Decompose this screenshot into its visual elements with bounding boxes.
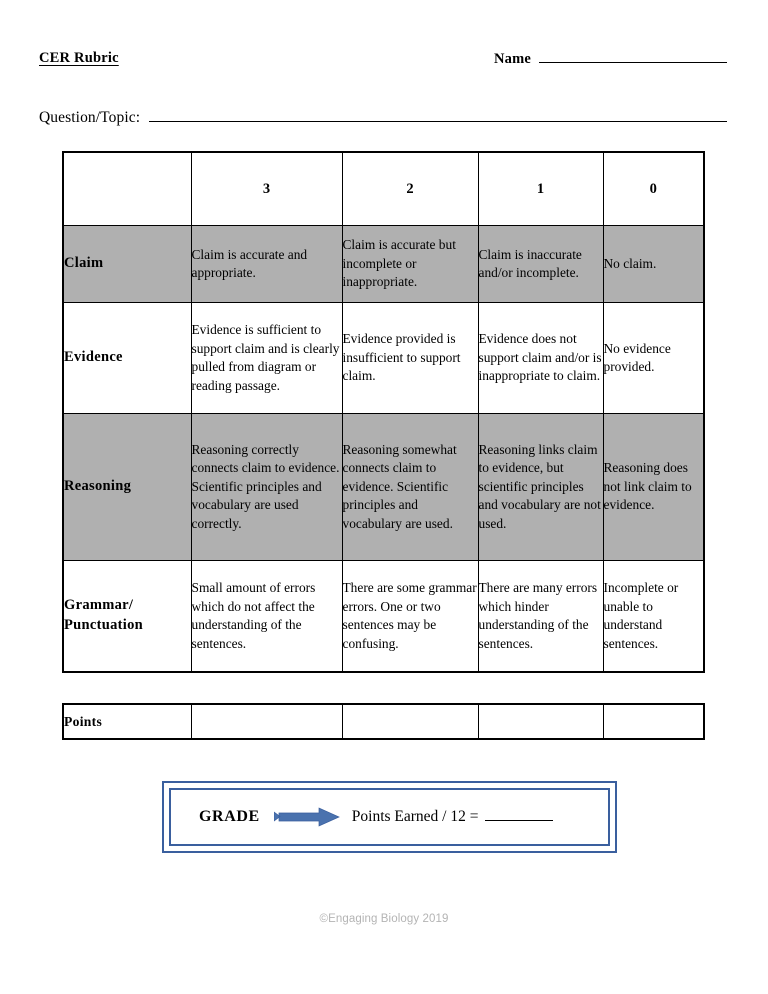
name-field-group bbox=[494, 50, 727, 68]
question-topic-input-blank[interactable] bbox=[149, 108, 727, 122]
grade-box bbox=[162, 781, 617, 853]
footer-copyright: ©Engaging Biology 2019 bbox=[319, 913, 449, 925]
header-cell-score-1: 1 bbox=[478, 152, 603, 226]
descriptor-grammar-1: There are many errors which hinder understanding of the sentences. bbox=[478, 561, 603, 673]
criterion-label-evidence: Evidence bbox=[63, 303, 191, 414]
descriptor-claim-2: Claim is accurate but incomplete or inappropriate. bbox=[342, 226, 478, 303]
descriptor-reasoning-1: Reasoning links claim to evidence, but scientific principles and vocabulary are not used. bbox=[478, 414, 603, 561]
table-row bbox=[63, 414, 704, 561]
page-title: CER Rubric bbox=[39, 50, 119, 66]
header-cell-criterion bbox=[63, 152, 191, 226]
name-label: Name bbox=[493, 51, 531, 67]
descriptor-grammar-3: Small amount of errors which do not affect the understanding of the sentences. bbox=[191, 561, 342, 673]
page-header bbox=[39, 50, 727, 74]
grade-formula-text: Points Earned / 12 = bbox=[351, 808, 479, 825]
descriptor-grammar-2: There are some grammar errors. One or two sentences may be confusing. bbox=[342, 561, 478, 673]
descriptor-evidence-2: Evidence provided is insufficient to support claim. bbox=[342, 303, 478, 414]
criterion-label-reasoning: Reasoning bbox=[63, 414, 191, 561]
header-cell-score-0: 0 bbox=[603, 152, 704, 226]
rubric-table bbox=[62, 151, 705, 673]
header-cell-score-3: 3 bbox=[191, 152, 342, 226]
descriptor-reasoning-2: Reasoning somewhat connects claim to evidence. Scientific principles and vocabulary are used. bbox=[342, 414, 478, 561]
criterion-label-grammar: Grammar/ Punctuation bbox=[63, 561, 191, 673]
points-input-3[interactable] bbox=[191, 704, 342, 739]
descriptor-reasoning-3: Reasoning correctly connects claim to evidence. Scientific principles and vocabulary are used correctly. bbox=[191, 414, 342, 561]
header-cell-score-2: 2 bbox=[342, 152, 478, 226]
descriptor-evidence-1: Evidence does not support claim and/or is inappropriate to claim. bbox=[478, 303, 603, 414]
descriptor-claim-0: No claim. bbox=[603, 226, 704, 303]
points-table bbox=[62, 703, 705, 740]
table-row bbox=[63, 226, 704, 303]
descriptor-claim-3: Claim is accurate and appropriate. bbox=[191, 226, 342, 303]
grade-formula bbox=[352, 808, 554, 826]
grade-input-blank[interactable] bbox=[485, 809, 553, 821]
descriptor-claim-1: Claim is inaccurate and/or incomplete. bbox=[478, 226, 603, 303]
right-arrow-icon bbox=[274, 806, 340, 828]
table-row bbox=[63, 561, 704, 673]
table-header-row bbox=[63, 152, 704, 226]
name-input-blank[interactable] bbox=[539, 50, 727, 63]
grade-box-inner bbox=[169, 788, 610, 846]
points-row bbox=[63, 704, 704, 739]
points-label: Points bbox=[63, 704, 191, 739]
grade-label: GRADE bbox=[199, 808, 260, 825]
descriptor-evidence-3: Evidence is sufficient to support claim and is clearly pulled from diagram or reading passage. bbox=[191, 303, 342, 414]
question-topic-label: Question/Topic: bbox=[39, 109, 141, 126]
points-input-0[interactable] bbox=[603, 704, 704, 739]
question-topic-group bbox=[39, 108, 727, 127]
descriptor-grammar-0: Incomplete or unable to understand sentences. bbox=[603, 561, 704, 673]
points-input-1[interactable] bbox=[478, 704, 603, 739]
descriptor-evidence-0: No evidence provided. bbox=[603, 303, 704, 414]
points-input-2[interactable] bbox=[342, 704, 478, 739]
criterion-label-claim: Claim bbox=[63, 226, 191, 303]
descriptor-reasoning-0: Reasoning does not link claim to evidence. bbox=[603, 414, 704, 561]
table-row bbox=[63, 303, 704, 414]
